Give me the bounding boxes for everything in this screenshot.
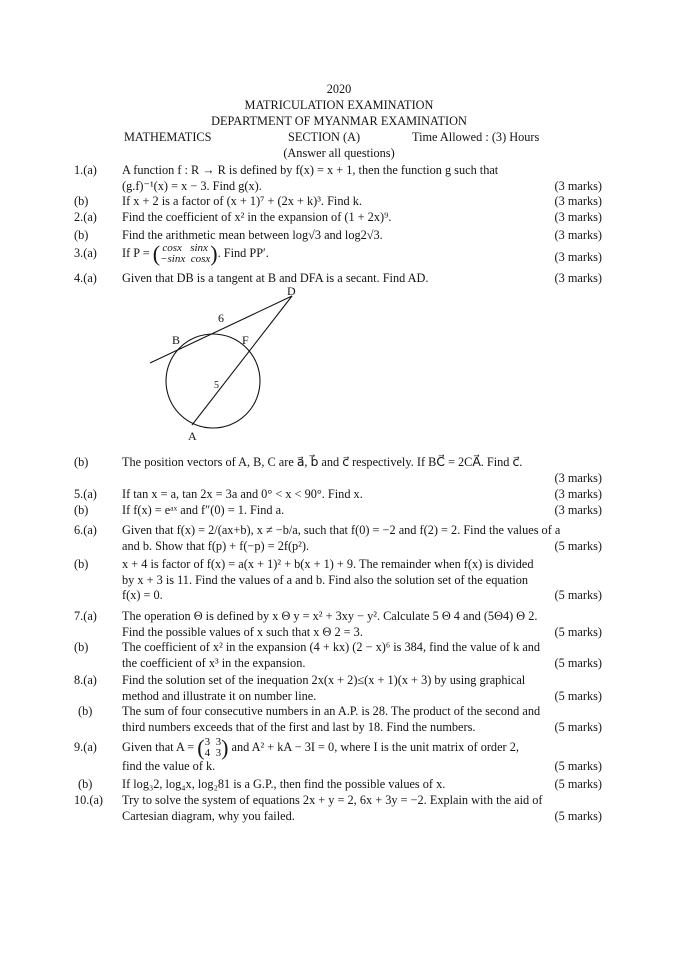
marks: (3 marks) (554, 503, 602, 517)
marks: (3 marks) (554, 271, 602, 285)
question-text: The sum of four consecutive numbers in an A.P. is 28. The product of the second and (122, 704, 541, 718)
label-d: D (287, 284, 296, 298)
question-6a (74, 523, 602, 554)
marks: (3 marks) (554, 178, 602, 193)
question-number: 6.(a) (74, 523, 97, 537)
length-6: 6 (218, 311, 224, 325)
exam-year: 2020 (326, 82, 352, 96)
marks: (5 marks) (554, 719, 602, 734)
question-9a: 9.(a) Given that A = (3 3 4 3) and A² + kA − 3I = 0, where I is the unit matrix of order 2, find the value of k. (5 marks) (74, 735, 602, 773)
question-text: The position vectors of A, B, C are a⃗, b⃗ and c⃗ respectively. If BC⃗ = 2CA⃗. Find c⃗. (122, 455, 523, 469)
question-number: 7.(a) (74, 609, 97, 623)
question-text: The coefficient of x² in the expansion (4 + kx) (2 − x)⁶ is 384, find the value of k and (122, 640, 541, 654)
question-text: find the value of k. (122, 759, 216, 773)
question-number: (b) (78, 704, 93, 718)
question-2a (74, 210, 602, 226)
question-9b (74, 777, 602, 793)
marks: (5 marks) (554, 538, 602, 553)
marks: (5 marks) (554, 777, 602, 791)
question-text: Find the coefficient of x² in the expansion of (1 + 2x)⁹. (122, 210, 392, 224)
length-5: 5 (214, 380, 219, 391)
question-8b (74, 704, 602, 735)
question-number: (b) (74, 455, 89, 469)
secant-line-dfa (192, 296, 292, 425)
tangent-line-db (150, 296, 292, 363)
question-text: Find the solution set of the inequation 2x(x + 2)≤(x + 1)(x + 3) by using graphical (122, 673, 526, 687)
question-text: and b. Show that f(p) + f(−p) = 2f(p²). (122, 538, 310, 553)
question-text: If P = (122, 245, 150, 260)
instruction: (Answer all questions) (283, 146, 395, 160)
question-number: (b) (74, 557, 89, 571)
question-number: (b) (74, 194, 89, 208)
question-text: Try to solve the system of equations 2x + y = 2, 6x + 3y = −2. Explain with the aid of (122, 793, 543, 807)
label-f: F (242, 333, 249, 347)
marks: (5 marks) (554, 688, 602, 703)
circle-tangent-diagram (140, 284, 310, 446)
marks: (3 marks) (554, 487, 602, 501)
question-text: third numbers exceeds that of the first and last by 18. Find the numbers. (122, 719, 476, 734)
marks: (3 marks) (554, 194, 602, 208)
label-a: A (188, 429, 197, 443)
marks: (3 marks) (554, 210, 602, 224)
marks: (5 marks) (554, 655, 602, 670)
question-number: 4.(a) (74, 271, 97, 285)
question-text: If x + 2 is a factor of (x + 1)⁷ + (2x + k)³. Find k. (122, 194, 362, 208)
subject: MATHEMATICS (124, 130, 212, 144)
question-number: (b) (74, 640, 89, 654)
question-text: Cartesian diagram, why you failed. (122, 808, 295, 823)
marks: (5 marks) (554, 588, 602, 603)
question-text: If f(x) = eᵃˣ and f″(0) = 1. Find a. (122, 503, 285, 517)
marks: (3 marks) (554, 250, 602, 264)
section: SECTION (A) (288, 130, 361, 144)
question-7a (74, 609, 602, 640)
question-number: 10.(a) (74, 793, 104, 807)
question-4b (74, 455, 602, 486)
question-3a: 3.(a) If P = ( cosx sinx −sinx cosx). Find PP′. (3 marks) (74, 241, 602, 267)
question-1b (74, 194, 602, 210)
question-text: and A² + kA − 3I = 0, where I is the unit matrix of order 2, (231, 739, 519, 754)
question-number: (b) (78, 777, 93, 791)
question-text: x + 4 is factor of f(x) = a(x + 1)² + b(x + 1) + 9. The remainder when f(x) is divided (122, 557, 534, 571)
question-text: method and illustrate it on number line. (122, 688, 317, 703)
question-8a (74, 673, 602, 704)
exam-title: MATRICULATION EXAMINATION (244, 98, 434, 112)
marks: (5 marks) (554, 759, 602, 773)
question-text: A function f : R → R is defined by f(x) = x + 1, then the function g such that (122, 163, 499, 177)
department-title: DEPARTMENT OF MYANMAR EXAMINATION (211, 114, 467, 128)
question-7b (74, 640, 602, 671)
marks: (3 marks) (554, 228, 602, 242)
time-allowed: Time Allowed : (3) Hours (412, 130, 540, 144)
question-text: The operation Θ is defined by x Θ y = x² + 3xy − y². Calculate 5 Θ 4 and (5Θ4) Θ 2. (122, 609, 538, 623)
question-text: Given that f(x) = 2/(ax+b), x ≠ −b/a, such that f(0) = −2 and f(2) = 2. Find the values of a (122, 523, 561, 537)
question-number: (b) (74, 503, 89, 517)
question-5a (74, 487, 602, 503)
question-text: Given that DB is a tangent at B and DFA is a secant. Find AD. (122, 271, 429, 285)
label-b: B (172, 333, 181, 347)
question-text: . Find PP′. (217, 245, 269, 260)
question-number: 1.(a) (74, 163, 97, 177)
question-1a (74, 163, 602, 194)
matrix-a: 3 3 4 3 (204, 736, 222, 759)
question-text: (g.f)⁻¹(x) = x − 3. Find g(x). (122, 178, 262, 193)
subject-line (0, 130, 678, 146)
question-text: the coefficient of x³ in the expansion. (122, 655, 306, 670)
marks: (3 marks) (554, 470, 602, 485)
question-text: If log₃2, log₄x, log₂81 is a G.P., then find the possible values of x. (122, 777, 446, 791)
marks: (5 marks) (554, 808, 602, 823)
question-text: f(x) = 0. (122, 588, 163, 603)
question-number: 9.(a) (74, 740, 97, 755)
question-6b (74, 557, 602, 604)
question-number: 8.(a) (74, 673, 97, 687)
question-10a (74, 793, 602, 824)
marks: (5 marks) (554, 624, 602, 639)
question-number: (b) (74, 228, 89, 242)
question-number: 2.(a) (74, 210, 97, 224)
question-number: 3.(a) (74, 246, 97, 261)
question-text: by x + 3 is 11. Find the values of a and b. Find also the solution set of the equation (122, 572, 529, 587)
question-5b (74, 503, 602, 519)
question-text: Given that A = (122, 739, 195, 754)
question-text: Find the arithmetic mean between log√3 and log2√3. (122, 228, 383, 242)
matrix-p: cosx sinx −sinx cosx (160, 242, 211, 265)
question-number: 5.(a) (74, 487, 97, 501)
question-text: If tan x = a, tan 2x = 3a and 0° < x < 90°. Find x. (122, 487, 363, 501)
question-text: Find the possible values of x such that x Θ 2 = 3. (122, 624, 363, 639)
circle (166, 334, 260, 428)
